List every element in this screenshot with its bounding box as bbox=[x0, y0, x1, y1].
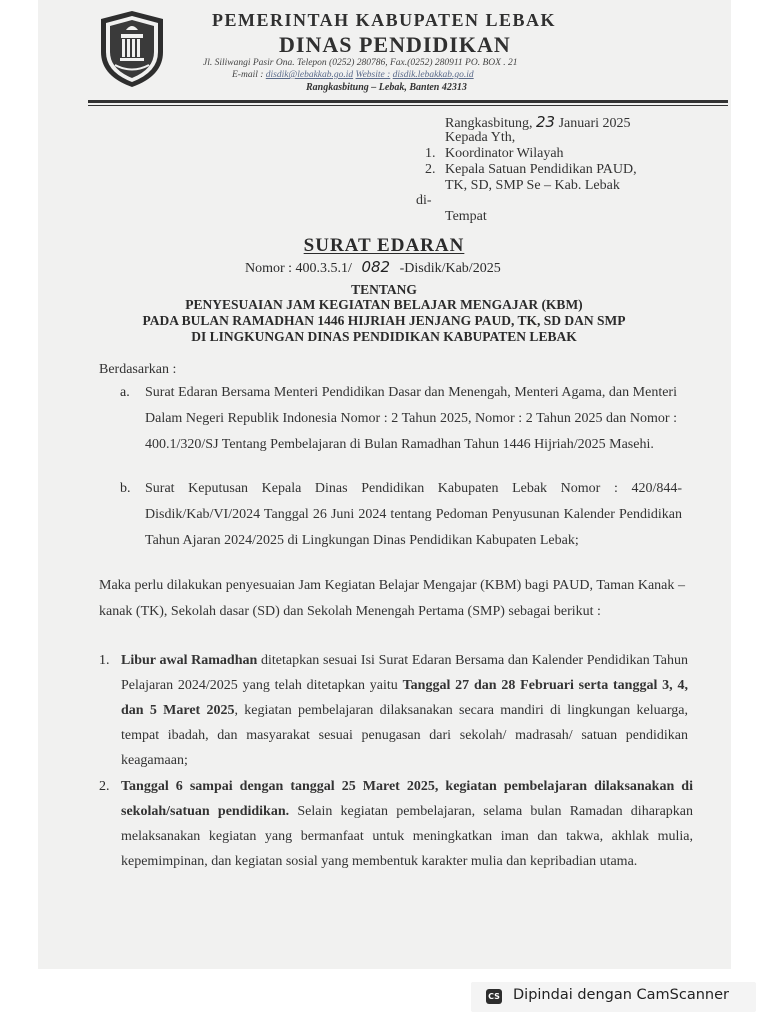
handwritten-number: 082 bbox=[361, 258, 391, 276]
basis-b-label: b. bbox=[120, 481, 131, 496]
point-1-bold-dates: Tanggal 27 dan 28 Februari serta tanggal 3, 4, dan 5 Maret 2025 bbox=[121, 678, 688, 718]
intro-paragraph: Maka perlu dilakukan penyesuaian Jam Kegiatan Belajar Mengajar (KBM) bagi PAUD, Taman Kanak – kanak (TK), Sekolah dasar (SD) dan Sekolah Menengah Pertama (SMP) sebagai berikut : bbox=[99, 578, 685, 620]
subject-line-1: PENYESUAIAN JAM KEGIATAN BELAJAR MENGAJAR (KBM) bbox=[185, 297, 583, 312]
recipient-2-number: 2. bbox=[425, 162, 436, 177]
basis-a-label: a. bbox=[120, 385, 130, 400]
point-2-text: Tanggal 6 sampai dengan tanggal 25 Maret 2025, kegiatan pembelajaran dilaksanakan di sekolah/satuan pendidikan. Selain kegiatan pembelajaran, selama bulan Ramadan diharapkan melaksanakan kegiatan yang bermanfaat untuk meningkatkan iman dan takwa, akhlak mulia, kepemimpinan, dan kegiatan sosial yang membentuk karakter mulia dan kepribadian utama. bbox=[121, 779, 693, 869]
email-label: E-mail : bbox=[232, 70, 264, 80]
recipient-label: Kepada Yth, bbox=[445, 130, 516, 145]
letter-number: Nomor : 400.3.5.1/ 082 -Disdik/Kab/2025 bbox=[245, 258, 501, 276]
handwritten-day: 23 bbox=[536, 113, 556, 131]
tempat-label: Tempat bbox=[445, 209, 487, 224]
recipient-2-continued: TK, SD, SMP Se – Kab. Lebak bbox=[445, 178, 620, 193]
basis-b-text: Surat Keputusan Kepala Dinas Pendidikan Kabupaten Lebak Nomor : 420/844-Disdik/Kab/VI/2024 Tanggal 26 Juni 2024 tentang Pedoman Penyusunan Kalender Pendidikan Tahun Ajaran 2024/2025 di Lingkungan Dinas Pendidikan Kabupaten Lebak; bbox=[145, 481, 682, 549]
letterhead-agency: DINAS PENDIDIKAN bbox=[279, 32, 511, 57]
di-label: di- bbox=[416, 193, 432, 208]
recipient-1-number: 1. bbox=[425, 146, 436, 161]
letterhead-city: Rangkasbitung – Lebak, Banten 42313 bbox=[306, 82, 467, 93]
letterhead-government: PEMERINTAH KABUPATEN LEBAK bbox=[212, 10, 557, 30]
point-1-text: Libur awal Ramadhan ditetapkan sesuai Isi Surat Edaran Bersama dan Kalender Pendidikan Tahun Pelajaran 2024/2025 yang telah ditetapkan yaitu Tanggal 27 dan 28 Februari serta tanggal 3, 4, dan 5 Maret 2025, kegiatan pembelajaran dilaksanakan secara mandiri di lingkungan keluarga, tempat ibadah, dan masyarakat sesuai penugasan dari sekolah/ madrasah/ satuan pendidikan keagamaan; bbox=[121, 653, 688, 768]
basis-a-text: Surat Edaran Bersama Menteri Pendidikan Dasar dan Menengah, Menteri Agama, dan Menteri Dalam Negeri Republik Indonesia Nomor : 2 Tahun 2025, Nomor : 2 Tahun 2025 dan Nomor : 400.1/320/SJ Tentang Pembelajaran di Bulan Ramadhan Tahun 1446 Hijriah/2025 Masehi. bbox=[145, 385, 677, 453]
subject-line-3: DI LINGKUNGAN DINAS PENDIDIKAN KABUPATEN LEBAK bbox=[191, 329, 577, 344]
email-link[interactable]: disdik@lebakkab.go.id bbox=[265, 70, 354, 80]
camscanner-logo-icon: CS bbox=[486, 989, 502, 1004]
subject-line-2: PADA BULAN RAMADHAN 1446 HIJRIAH JENJANG PAUD, TK, SD DAN SMP bbox=[142, 313, 626, 328]
point-2-number: 2. bbox=[99, 779, 110, 794]
tentang-heading: TENTANG bbox=[351, 282, 417, 297]
basis-heading: Berdasarkan : bbox=[99, 362, 177, 377]
camscanner-watermark bbox=[471, 982, 756, 1012]
website-link[interactable]: disdik.lebakkab.go.id bbox=[392, 70, 474, 80]
point-1-number: 1. bbox=[99, 653, 110, 668]
recipient-1: Koordinator Wilayah bbox=[445, 146, 564, 161]
website-label: Website : bbox=[355, 70, 391, 80]
camscanner-text: Dipindai dengan CamScanner bbox=[513, 987, 730, 1003]
point-2-bold-lead: Tanggal 6 sampai dengan tanggal 25 Maret 2025, kegiatan pembelajaran dilaksanakan di sekolah/satuan pendidikan. bbox=[121, 779, 693, 819]
point-1-bold-lead: Libur awal Ramadhan bbox=[121, 653, 258, 668]
lebak-regency-emblem-icon bbox=[97, 8, 167, 90]
letter-title: SURAT EDARAN bbox=[303, 235, 465, 256]
letter-date: Rangkasbitung, 23 Januari 2025 bbox=[445, 113, 631, 131]
letterhead-contacts bbox=[232, 70, 474, 80]
letterhead-address: Jl. Siliwangi Pasir Ona. Telepon (0252) 280786, Fax.(0252) 280911 PO. BOX . 21 bbox=[203, 58, 518, 68]
letterhead-divider bbox=[88, 100, 728, 103]
letterhead-divider-thin bbox=[88, 105, 728, 106]
recipient-2: Kepala Satuan Pendidikan PAUD, bbox=[445, 162, 637, 177]
